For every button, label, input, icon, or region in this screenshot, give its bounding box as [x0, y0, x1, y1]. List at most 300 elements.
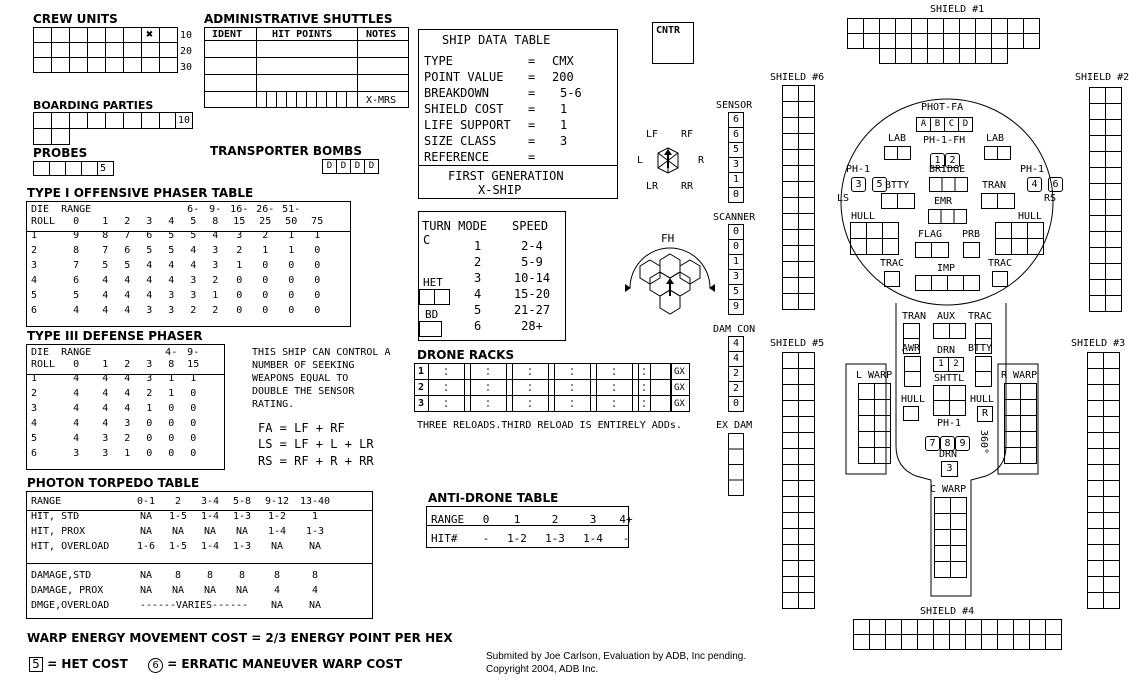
sensor-track[interactable]	[728, 113, 744, 203]
box-cell[interactable]	[992, 34, 1008, 49]
trac-right-box[interactable]	[992, 271, 1022, 291]
box-cell[interactable]	[799, 481, 815, 497]
box-cell[interactable]	[783, 449, 799, 465]
box-cell[interactable]	[1090, 200, 1106, 216]
box-cell[interactable]	[1106, 280, 1122, 296]
box-cell[interactable]	[1104, 529, 1120, 545]
box-cell[interactable]	[783, 385, 799, 401]
box-cell[interactable]	[848, 34, 864, 49]
box-cell[interactable]	[783, 294, 799, 310]
box-cell[interactable]	[1005, 448, 1021, 464]
box-cell[interactable]	[935, 530, 951, 546]
box-cell[interactable]	[1106, 232, 1122, 248]
box-cell[interactable]	[799, 385, 815, 401]
box-cell[interactable]	[1021, 400, 1037, 416]
box-cell[interactable]	[799, 433, 815, 449]
box-cell[interactable]	[783, 198, 799, 214]
box-cell[interactable]	[1021, 432, 1037, 448]
box-cell[interactable]	[896, 49, 912, 64]
box-cell[interactable]	[966, 635, 982, 650]
ph1-left-cell[interactable]: 3	[851, 177, 866, 192]
arc-definition-rs: RS = RF + R + RR	[258, 454, 374, 468]
transporter-bomb-cell[interactable]: D	[336, 159, 351, 174]
photon-title: PHOTON TORPEDO TABLE	[27, 476, 200, 490]
box-cell[interactable]	[783, 278, 799, 294]
box-cell[interactable]	[951, 546, 967, 562]
box-cell[interactable]	[935, 514, 951, 530]
het-boxes[interactable]	[419, 289, 459, 309]
box-cell[interactable]	[1088, 593, 1104, 609]
ph1-neck-cell[interactable]: 8	[940, 436, 955, 451]
box-cell[interactable]	[1088, 497, 1104, 513]
drone-racks-grid[interactable]	[414, 363, 694, 415]
box-cell[interactable]	[1021, 384, 1037, 400]
box-cell[interactable]	[1088, 465, 1104, 481]
box-cell[interactable]	[1104, 401, 1120, 417]
bridge-boxes[interactable]	[929, 177, 969, 197]
box-cell[interactable]	[783, 593, 799, 609]
track-cell[interactable]: 0	[728, 396, 744, 412]
box-cell[interactable]	[799, 102, 815, 118]
box-cell[interactable]	[912, 49, 928, 64]
box-cell[interactable]	[864, 19, 880, 34]
box-cell[interactable]	[783, 433, 799, 449]
drn-aft-box[interactable]: 3	[941, 461, 958, 477]
box-cell[interactable]	[1090, 264, 1106, 280]
box-cell[interactable]	[854, 620, 870, 635]
ph1-neck-cell[interactable]: 7	[925, 436, 940, 451]
box-cell[interactable]	[1005, 416, 1021, 432]
shield-4-boxes[interactable]	[853, 619, 1073, 659]
track-cell[interactable]: 5	[728, 284, 744, 300]
transporter-bomb-cells[interactable]	[322, 159, 378, 178]
box-cell[interactable]	[875, 432, 891, 448]
box-cell[interactable]	[1104, 513, 1120, 529]
box-cell[interactable]	[859, 448, 875, 464]
box-cell[interactable]	[783, 118, 799, 134]
box-cell[interactable]	[902, 620, 918, 635]
box-cell[interactable]	[966, 620, 982, 635]
box-cell[interactable]	[1104, 545, 1120, 561]
box-cell[interactable]	[880, 49, 896, 64]
track-cell[interactable]: 1	[728, 172, 744, 188]
box-cell[interactable]	[1088, 449, 1104, 465]
box-cell[interactable]	[1088, 545, 1104, 561]
box-cell[interactable]	[960, 49, 976, 64]
box-cell[interactable]	[1088, 369, 1104, 385]
box-cell[interactable]	[935, 498, 951, 514]
anti-drone-cell: HIT#	[431, 532, 458, 545]
transporter-bomb-cell[interactable]: D	[350, 159, 365, 174]
photon-cell: 8	[238, 570, 246, 581]
box-cell[interactable]	[799, 230, 815, 246]
box-cell[interactable]	[935, 562, 951, 578]
l-warp-boxes[interactable]	[858, 383, 898, 473]
probes-boxes[interactable]	[33, 161, 123, 181]
btty-left-boxes[interactable]	[881, 193, 921, 213]
box-cell[interactable]	[875, 448, 891, 464]
box-cell[interactable]	[1106, 296, 1122, 312]
box-cell[interactable]	[1106, 248, 1122, 264]
crew-units-boxes[interactable]	[33, 27, 193, 77]
box-cell[interactable]	[783, 134, 799, 150]
tran-top-boxes[interactable]	[981, 193, 1021, 213]
track-cell[interactable]: 4	[728, 351, 744, 367]
box-cell[interactable]	[976, 34, 992, 49]
box-cell[interactable]	[1021, 416, 1037, 432]
track-cell[interactable]: 0	[728, 239, 744, 255]
box-cell[interactable]	[896, 34, 912, 49]
box-cell[interactable]	[1090, 88, 1106, 104]
box-cell[interactable]	[934, 620, 950, 635]
box-cell[interactable]	[875, 400, 891, 416]
box-cell[interactable]	[1104, 465, 1120, 481]
het-cost-label: = HET COST	[47, 657, 128, 671]
box-cell[interactable]	[854, 635, 870, 650]
photon-cell[interactable]: B	[930, 117, 945, 132]
damcon-track[interactable]	[728, 337, 744, 412]
shield-6-label: SHIELD #6	[770, 72, 825, 83]
box-cell[interactable]	[1090, 232, 1106, 248]
ph1-fh-cell[interactable]: 1	[930, 153, 945, 168]
box-cell[interactable]	[799, 513, 815, 529]
box-cell[interactable]	[1090, 248, 1106, 264]
box-cell[interactable]	[998, 620, 1014, 635]
ship-data-eq: =	[528, 118, 536, 132]
box-cell[interactable]	[982, 635, 998, 650]
box-cell[interactable]	[783, 230, 799, 246]
box-cell[interactable]	[1104, 593, 1120, 609]
phaser3-cell: 1	[146, 403, 153, 414]
box-cell[interactable]	[799, 561, 815, 577]
box-cell[interactable]	[799, 118, 815, 134]
box-cell[interactable]	[976, 49, 992, 64]
phaser3-cell: 3	[31, 403, 38, 414]
box-cell[interactable]	[1106, 136, 1122, 152]
box-cell[interactable]	[1104, 497, 1120, 513]
box-cell[interactable]	[1021, 448, 1037, 464]
box-cell[interactable]	[1090, 184, 1106, 200]
shield-2-boxes[interactable]	[1089, 87, 1129, 317]
box-cell[interactable]	[951, 562, 967, 578]
exdam-track[interactable]	[728, 433, 748, 503]
photon-cell: 9-12	[264, 496, 290, 507]
box-cell[interactable]	[783, 561, 799, 577]
box-cell[interactable]	[848, 19, 864, 34]
box-cell[interactable]	[1088, 417, 1104, 433]
box-cell[interactable]	[799, 465, 815, 481]
box-cell[interactable]	[783, 577, 799, 593]
box-cell[interactable]	[1046, 620, 1062, 635]
box-cell[interactable]	[783, 369, 799, 385]
awr-boxes[interactable]	[904, 356, 934, 396]
box-cell[interactable]	[799, 497, 815, 513]
box-cell[interactable]	[1104, 369, 1120, 385]
shield-3-boxes[interactable]	[1087, 352, 1127, 612]
box-cell[interactable]	[859, 416, 875, 432]
box-cell[interactable]	[799, 449, 815, 465]
box-cell[interactable]	[1104, 561, 1120, 577]
box-cell[interactable]	[998, 635, 1014, 650]
box-cell[interactable]	[799, 294, 815, 310]
box-cell[interactable]	[799, 246, 815, 262]
aux-boxes[interactable]	[933, 323, 973, 343]
box-cell[interactable]	[950, 635, 966, 650]
box-cell[interactable]	[783, 102, 799, 118]
box-cell[interactable]	[1088, 401, 1104, 417]
lab-left-boxes[interactable]	[884, 146, 914, 166]
box-cell[interactable]	[799, 86, 815, 102]
box-cell[interactable]	[1005, 384, 1021, 400]
ship-data-value: 1	[560, 102, 568, 116]
shield-1-boxes[interactable]	[847, 18, 1047, 68]
box-cell[interactable]	[799, 198, 815, 214]
box-cell[interactable]	[1106, 264, 1122, 280]
box-cell[interactable]	[1088, 577, 1104, 593]
box-cell[interactable]	[1106, 200, 1122, 216]
ph1-left-cells[interactable]	[851, 177, 887, 192]
box-cell[interactable]	[886, 620, 902, 635]
box-cell[interactable]	[982, 620, 998, 635]
ph1-right-cell[interactable]: 6	[1048, 177, 1063, 192]
box-cell[interactable]	[799, 182, 815, 198]
hull-left-boxes[interactable]	[850, 222, 910, 262]
box-cell[interactable]	[1008, 34, 1024, 49]
box-cell[interactable]	[1090, 152, 1106, 168]
box-cell[interactable]	[1106, 152, 1122, 168]
bd-box[interactable]	[419, 321, 449, 341]
shield-6-boxes[interactable]	[782, 85, 822, 315]
box-cell[interactable]	[1088, 385, 1104, 401]
box-cell[interactable]	[1088, 561, 1104, 577]
phaser3-cell: 0	[146, 433, 153, 444]
box-cell[interactable]	[783, 529, 799, 545]
box-cell[interactable]	[783, 246, 799, 262]
box-cell[interactable]	[1008, 19, 1024, 34]
box-cell[interactable]	[1005, 432, 1021, 448]
box-cell[interactable]	[1104, 417, 1120, 433]
box-cell[interactable]	[1104, 481, 1120, 497]
box-cell[interactable]	[912, 34, 928, 49]
drn-cell[interactable]: 2	[948, 357, 964, 372]
track-cell[interactable]: 0	[728, 224, 744, 240]
hull-neck-right-box[interactable]: R	[977, 406, 993, 422]
box-cell[interactable]	[783, 166, 799, 182]
box-cell[interactable]	[799, 417, 815, 433]
box-cell[interactable]	[1090, 280, 1106, 296]
phaser1-cell: 5	[31, 290, 38, 301]
box-cell[interactable]	[992, 49, 1008, 64]
box-cell[interactable]	[799, 166, 815, 182]
box-cell[interactable]	[1106, 184, 1122, 200]
box-cell[interactable]	[1005, 400, 1021, 416]
box-cell[interactable]	[1106, 168, 1122, 184]
box-cell[interactable]	[1088, 529, 1104, 545]
photon-cell[interactable]: C	[944, 117, 959, 132]
box-cell[interactable]	[799, 134, 815, 150]
box-cell[interactable]	[886, 635, 902, 650]
box-cell[interactable]	[799, 577, 815, 593]
box-cell[interactable]	[1088, 433, 1104, 449]
box-cell[interactable]	[799, 353, 815, 369]
box-cell[interactable]	[928, 34, 944, 49]
box-cell[interactable]	[783, 262, 799, 278]
box-cell[interactable]	[859, 384, 875, 400]
box-cell[interactable]	[859, 400, 875, 416]
track-cell[interactable]: 4	[728, 336, 744, 352]
transporter-bomb-cell[interactable]: D	[364, 159, 379, 174]
box-cell[interactable]	[1106, 216, 1122, 232]
photon-torpedo-cells[interactable]	[916, 117, 972, 136]
box-cell[interactable]	[1014, 635, 1030, 650]
box-cell[interactable]	[1088, 513, 1104, 529]
box-cell[interactable]	[1104, 353, 1120, 369]
box-cell[interactable]	[880, 34, 896, 49]
trac-left-box[interactable]	[884, 271, 914, 291]
box-cell[interactable]	[783, 150, 799, 166]
box-cell[interactable]	[783, 214, 799, 230]
box-cell[interactable]	[928, 49, 944, 64]
box-cell[interactable]	[918, 635, 934, 650]
box-cell[interactable]	[1030, 635, 1046, 650]
box-cell[interactable]	[1090, 296, 1106, 312]
box-cell[interactable]	[1088, 481, 1104, 497]
box-cell[interactable]	[1030, 620, 1046, 635]
box-cell[interactable]	[1104, 577, 1120, 593]
track-cell[interactable]: 0	[728, 187, 744, 203]
imp-boxes[interactable]	[915, 275, 985, 295]
track-cell[interactable]: 3	[728, 157, 744, 173]
box-cell[interactable]	[935, 546, 951, 562]
transporter-bomb-cell[interactable]: D	[322, 159, 337, 174]
hull-neck-left-box[interactable]	[903, 406, 933, 426]
box-cell[interactable]	[875, 384, 891, 400]
r-warp-boxes[interactable]	[1004, 383, 1044, 473]
box-cell[interactable]	[799, 593, 815, 609]
box-cell[interactable]	[1024, 19, 1040, 34]
box-cell[interactable]	[799, 214, 815, 230]
scanner-track[interactable]	[728, 225, 744, 315]
box-cell[interactable]	[783, 465, 799, 481]
box-cell[interactable]	[799, 529, 815, 545]
track-cell[interactable]: 2	[728, 381, 744, 397]
box-cell[interactable]	[960, 34, 976, 49]
box-cell[interactable]	[1090, 104, 1106, 120]
box-cell[interactable]	[799, 401, 815, 417]
ph1-right-cells[interactable]	[1027, 177, 1063, 192]
phaser1-cell: 3	[31, 260, 38, 271]
ph1-neck-cell[interactable]: 9	[955, 436, 970, 451]
emr-boxes[interactable]	[928, 209, 968, 229]
track-cell[interactable]: 6	[728, 127, 744, 143]
box-cell[interactable]	[783, 497, 799, 513]
c-warp-boxes[interactable]	[934, 497, 974, 587]
box-cell[interactable]	[944, 49, 960, 64]
box-cell[interactable]	[1106, 104, 1122, 120]
box-cell[interactable]	[1106, 120, 1122, 136]
box-cell[interactable]	[1090, 120, 1106, 136]
box-cell[interactable]	[783, 86, 799, 102]
box-cell[interactable]	[1024, 34, 1040, 49]
ph1-fh-cell[interactable]: 2	[945, 153, 960, 168]
box-cell[interactable]	[875, 416, 891, 432]
box-cell[interactable]	[902, 635, 918, 650]
box-cell[interactable]	[783, 353, 799, 369]
flag-boxes[interactable]	[915, 242, 955, 262]
box-cell[interactable]	[944, 19, 960, 34]
box-cell[interactable]	[799, 150, 815, 166]
box-cell[interactable]	[880, 19, 896, 34]
track-cell[interactable]: 6	[728, 112, 744, 128]
box-cell[interactable]	[1088, 353, 1104, 369]
box-cell[interactable]	[944, 34, 960, 49]
box-cell[interactable]	[950, 620, 966, 635]
box-cell[interactable]	[1104, 433, 1120, 449]
box-cell[interactable]	[918, 620, 934, 635]
box-cell[interactable]	[1104, 449, 1120, 465]
box-cell[interactable]	[1046, 635, 1062, 650]
track-cell[interactable]: 3	[728, 269, 744, 285]
box-cell[interactable]	[799, 545, 815, 561]
box-cell[interactable]	[951, 530, 967, 546]
box-cell[interactable]	[896, 19, 912, 34]
trac-left-label: TRAC	[880, 258, 905, 269]
box-cell[interactable]	[976, 19, 992, 34]
hull-right-boxes[interactable]	[995, 222, 1055, 262]
box-cell[interactable]	[951, 498, 967, 514]
photon-cell[interactable]: D	[958, 117, 973, 132]
ph1-left-cell[interactable]: 5	[872, 177, 887, 192]
box-cell[interactable]	[934, 635, 950, 650]
box-cell[interactable]	[992, 19, 1008, 34]
box-cell[interactable]	[783, 545, 799, 561]
box-cell[interactable]	[951, 514, 967, 530]
ph1-right-cell[interactable]: 4	[1027, 177, 1042, 192]
track-cell[interactable]: 2	[728, 366, 744, 382]
ph1-neck-cells[interactable]	[925, 431, 970, 451]
box-cell[interactable]	[1090, 136, 1106, 152]
lab-right-boxes[interactable]	[984, 146, 1014, 166]
box-cell[interactable]	[960, 19, 976, 34]
photon-cell[interactable]: A	[916, 117, 931, 132]
box-cell[interactable]	[1014, 620, 1030, 635]
box-cell[interactable]	[928, 19, 944, 34]
drn-cell[interactable]: 1	[933, 357, 949, 372]
box-cell[interactable]	[870, 635, 886, 650]
box-cell[interactable]	[799, 369, 815, 385]
box-cell[interactable]	[783, 481, 799, 497]
box-cell[interactable]	[783, 417, 799, 433]
track-cell[interactable]: 5	[728, 142, 744, 158]
phaser3-cell: 0	[190, 433, 197, 444]
box-cell[interactable]	[783, 401, 799, 417]
shield-5-boxes[interactable]	[782, 352, 822, 612]
track-cell[interactable]: 9	[728, 299, 744, 315]
box-cell[interactable]	[912, 19, 928, 34]
box-cell[interactable]	[1106, 88, 1122, 104]
box-cell[interactable]	[783, 182, 799, 198]
box-cell[interactable]	[1104, 385, 1120, 401]
track-cell[interactable]: 1	[728, 254, 744, 270]
box-cell[interactable]	[1090, 216, 1106, 232]
box-cell[interactable]	[783, 513, 799, 529]
box-cell[interactable]	[799, 262, 815, 278]
box-cell[interactable]	[859, 432, 875, 448]
box-cell[interactable]	[864, 34, 880, 49]
box-cell[interactable]	[1090, 168, 1106, 184]
box-cell[interactable]	[870, 620, 886, 635]
box-cell[interactable]	[799, 278, 815, 294]
